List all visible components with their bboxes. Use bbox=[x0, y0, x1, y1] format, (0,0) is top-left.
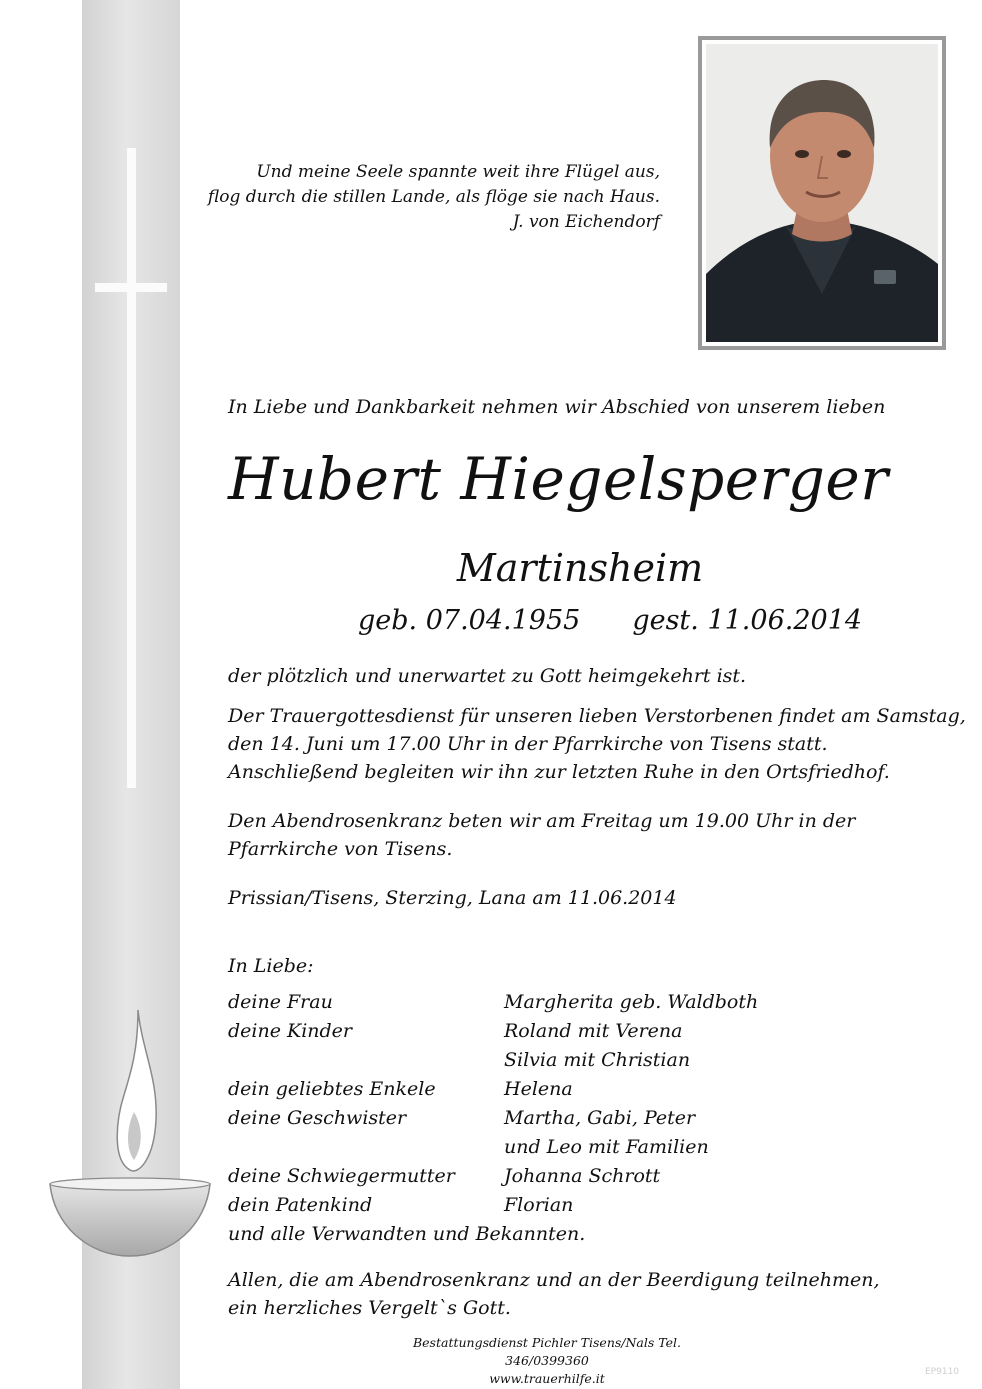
family-heading: In Liebe: bbox=[228, 955, 314, 977]
family-row bbox=[228, 1162, 758, 1191]
family-closing: und alle Verwandten und Bekannten. bbox=[228, 1223, 586, 1245]
cross-icon bbox=[127, 148, 136, 788]
family-names: Silvia mit Christian bbox=[504, 1049, 691, 1071]
portrait-photo bbox=[702, 40, 942, 346]
thanks-text bbox=[228, 1266, 880, 1322]
footer-company: Bestattungsdienst Pichler Tisens/Nals Tel. 346/0399360 bbox=[412, 1335, 682, 1368]
paragraph-service bbox=[228, 702, 966, 786]
death-date: gest. 11.06.2014 bbox=[632, 605, 863, 636]
family-row bbox=[228, 1046, 758, 1075]
family-relation bbox=[228, 1046, 504, 1075]
family-names: Martha, Gabi, Peter bbox=[504, 1107, 696, 1129]
family-names: Margherita geb. Waldboth bbox=[504, 991, 759, 1013]
family-names: Helena bbox=[504, 1078, 573, 1100]
family-relation bbox=[228, 1133, 504, 1162]
family-names: Johanna Schrott bbox=[504, 1165, 661, 1187]
place-date-line: Prissian/Tisens, Sterzing, Lana am 11.06.2014 bbox=[228, 887, 677, 909]
family-relation: dein geliebtes Enkele bbox=[228, 1078, 436, 1100]
quote-line-1: Und meine Seele spannte weit ihre Flügel aus, bbox=[256, 162, 660, 182]
quote-author: J. von Eichendorf bbox=[512, 212, 660, 232]
family-row bbox=[228, 1191, 758, 1220]
family-relation: deine Geschwister bbox=[228, 1107, 407, 1129]
candle-bowl-icon bbox=[46, 1000, 214, 1260]
deceased-place: Martinsheim bbox=[456, 546, 704, 590]
portrait-frame bbox=[698, 36, 946, 350]
quote-line-2: flog durch die stillen Lande, als flöge sie nach Haus. bbox=[207, 187, 660, 207]
deceased-name: Hubert Hiegelsperger bbox=[228, 445, 889, 513]
service-line: Anschließend begleiten wir ihn zur letzten Ruhe in den Ortsfriedhof. bbox=[228, 761, 890, 783]
thanks-line: Allen, die am Abendrosenkranz und an der Beerdigung teilnehmen, bbox=[228, 1269, 880, 1291]
birth-date: geb. 07.04.1955 bbox=[358, 605, 581, 636]
poem-quote bbox=[200, 160, 660, 235]
intro-text: In Liebe und Dankbarkeit nehmen wir Abschied von unserem lieben bbox=[228, 396, 886, 418]
service-line: Der Trauergottesdienst für unseren lieben Verstorbenen findet am Samstag, bbox=[228, 705, 966, 727]
funeral-service-footer bbox=[380, 1334, 714, 1388]
family-row bbox=[228, 1104, 758, 1133]
thanks-line: ein herzliches Vergelt`s Gott. bbox=[228, 1297, 511, 1319]
family-relation: deine Kinder bbox=[228, 1020, 353, 1042]
paragraph-notice: der plötzlich und unerwartet zu Gott heimgekehrt ist. bbox=[228, 665, 747, 687]
family-row bbox=[228, 988, 758, 1017]
family-relation: deine Frau bbox=[228, 991, 333, 1013]
family-names: Florian bbox=[504, 1194, 574, 1216]
service-line: den 14. Juni um 17.00 Uhr in der Pfarrkirche von Tisens statt. bbox=[228, 733, 828, 755]
rosary-line: Den Abendrosenkranz beten wir am Freitag um 19.00 Uhr in der bbox=[228, 810, 856, 832]
family-names: Roland mit Verena bbox=[504, 1020, 683, 1042]
family-relation: deine Schwiegermutter bbox=[228, 1165, 455, 1187]
family-names: und Leo mit Familien bbox=[504, 1136, 709, 1158]
family-row bbox=[228, 1133, 758, 1162]
footer-website: www.trauerhilfe.it bbox=[489, 1371, 605, 1386]
family-list bbox=[228, 988, 758, 1249]
paragraph-rosary bbox=[228, 807, 855, 863]
family-row bbox=[228, 1075, 758, 1104]
rosary-line: Pfarrkirche von Tisens. bbox=[228, 838, 453, 860]
family-relation: dein Patenkind bbox=[228, 1194, 373, 1216]
life-dates bbox=[358, 605, 862, 636]
document-code: EP9110 bbox=[925, 1367, 960, 1377]
family-row bbox=[228, 1017, 758, 1046]
cross-icon-bar bbox=[95, 283, 167, 292]
